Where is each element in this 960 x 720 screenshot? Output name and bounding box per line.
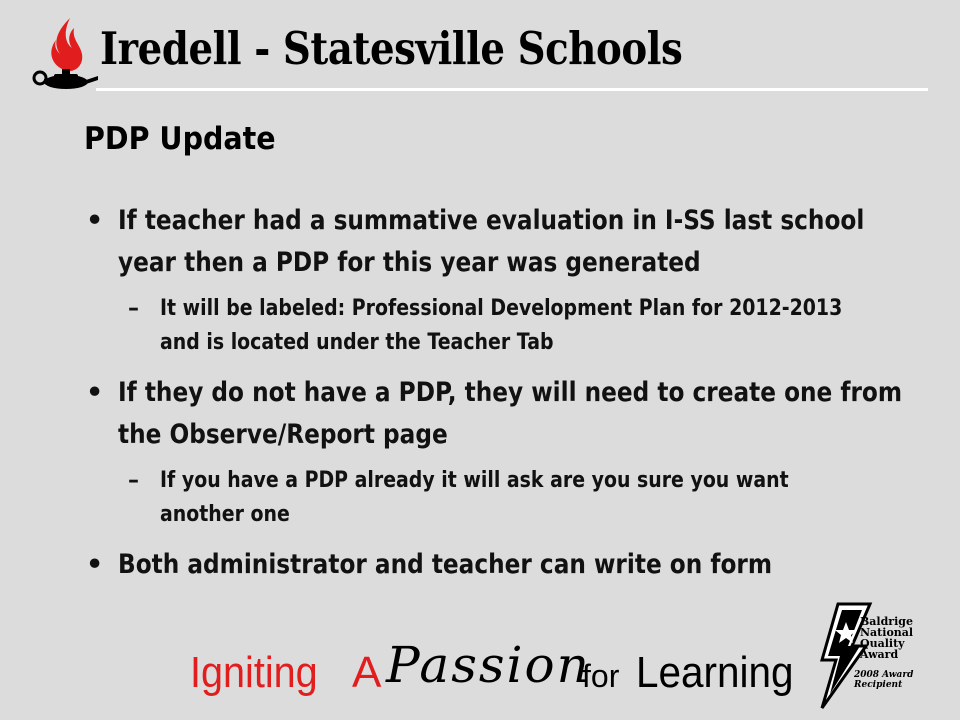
sub-bullet-item (86, 292, 926, 360)
sub-bullet-text: If you have a PDP already it will ask are you sure you want another one (160, 468, 789, 527)
lamp-flame-icon (30, 16, 102, 98)
slogan-learning: Learning (636, 648, 794, 697)
slide-title: PDP Update (84, 121, 276, 157)
bullet-text: If teacher had a summative evaluation in I-SS last school year then a PDP for this year was generated (118, 205, 865, 278)
footer-slogan (190, 636, 794, 710)
sub-bullet-marker: – (128, 468, 139, 493)
award-recipient: 2008 Award Recipient (854, 670, 914, 690)
bullet-marker: • (86, 549, 104, 580)
bullet-item (86, 544, 926, 586)
header-title: Iredell - Statesville Schools (100, 22, 683, 75)
bullet-marker: • (86, 205, 104, 236)
bullet-text: Both administrator and teacher can write on form (118, 549, 773, 580)
award-title: Baldrige National Quality Award (860, 615, 914, 661)
bullet-item (86, 372, 926, 456)
sub-bullet-text: It will be labeled: Professional Development Plan for 2012-2013 and is located under the Teacher Tab (160, 296, 843, 355)
bullet-list (86, 200, 926, 596)
slogan-a: A (352, 648, 382, 697)
bullet-text: If they do not have a PDP, they will need to create one from the Observe/Report page (118, 377, 903, 450)
bullet-item (86, 200, 926, 284)
slogan-passion: Passion (386, 636, 591, 694)
sub-bullet-item (86, 464, 926, 532)
header-divider (96, 88, 928, 91)
sub-bullet-marker: – (128, 296, 139, 321)
bullet-marker: • (86, 377, 104, 408)
baldrige-award-badge (808, 602, 948, 712)
slogan-igniting: Igniting (190, 648, 318, 697)
slogan-for: for (582, 658, 620, 694)
